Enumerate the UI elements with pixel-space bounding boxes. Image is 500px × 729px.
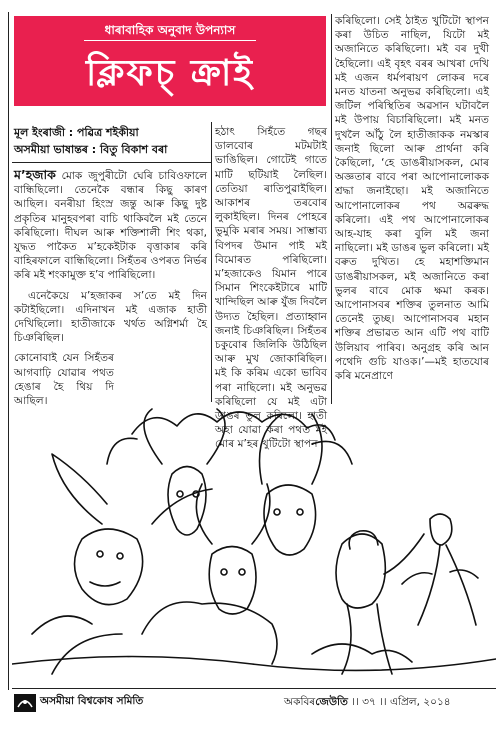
buffalo-herd-illustration <box>12 404 496 684</box>
column-3 <box>335 14 489 383</box>
paragraph: হঠাৎ সিহঁতে গছৰ ডালবোৰ মটমটাই ভাঙিছিল। গোটেই গাতে মাটি ছটিয়াই লৈছিল। তেতিয়া ৰাতিপুৱাইছিল। আকাশৰ তৰবোৰ লুকাইছিল। দিনৰ পোহৰে ভুমুকি মৰাৰ সময়। সাম্ভাব্য বিপদৰ উমান পাই মই বিমোৰত পৰিছিলো। ম’হজাকেও যিমান পাৰে সিমান শিংকেইটাৰে মাটি খান্দিছিল আৰু যুঁজ দিবলৈ উদ্যত হৈছিল। প্ৰত্যাহ্বান জনাই চিঞৰিছিল। সিহঁতৰ চকুবোৰ জিলিকি উঠিছিল আৰু মুখ জোকাৰিছিল। মই কি কৰিম একো ভাবিব পৰা নাছিলো। মই অনুভৱ কৰিছিলো যে মই এটা ডাঙৰ ভুল কৰিলো। হাতী অহা যোৱা কৰা পথত মই মোৰ ম’হৰ খুটিটো স্থাপন <box>215 126 327 451</box>
title-banner <box>14 16 326 106</box>
translator: অসমীয়া ভাষান্তৰ : বিতু বিকাশ বৰা <box>14 143 168 156</box>
novel-title: ক্লিফচ্ ক্ৰাই <box>85 53 255 94</box>
column-rule-2 <box>331 14 332 404</box>
kicker-underline <box>84 40 256 41</box>
column-rule-1 <box>211 122 212 402</box>
series-kicker: ধাৰাবাহিক অনুবাদ উপন্যাস <box>104 23 236 37</box>
paragraph: ম’হজাক মোক জুপুৰীটো ঘেৰি চাবিওফালে বান্ধিছিলো। তেনেকৈ বন্ধাৰ কিছু কাৰণ আছিল। বনৰীয়া হিংস্ৰ জন্তু আৰু কিছু দুষ্ট প্ৰকৃতিৰ মানুহবপৰা বাচি থাকিবলৈ মই তেনে কৰিছিলো। দীঘল আৰু শক্তিশালী শিং থকা, যুদ্ধত পাকৈত ম’হকেইটাক বৃত্তাকাৰ কৰি বাহিৰফালে বান্ধিছিলো। সিহঁতৰ ওপৰত নিৰ্ভৰ কৰি মই শংকামুক্ত হ’ব পাৰিছিলো। <box>14 167 207 282</box>
magazine-name: জেউতি <box>315 696 348 708</box>
paragraph: কোনোবাই যেন সিহঁতৰ আগবাঢ়ি যোৱাৰ পথত হেঙাৰ হৈ থিয় দি আছিল। <box>14 352 114 408</box>
page-folio <box>284 695 451 712</box>
page-number: ।। ৩৭ ।। <box>351 696 387 708</box>
footer-rule <box>12 688 496 689</box>
column-2 <box>215 125 327 452</box>
publisher-name: অসমীয়া বিশ্বকোষ সমিতি <box>40 695 144 707</box>
paragraph: এনেকৈয়ে ম’হজাকৰ স’তে মই দিন কটাইছিলো। এদিনাখন মই এজাক হাতী দেখিছিলো। হাতীজাকে খৰ্থত অগ্নিশৰ্মা হৈ চিঞৰিছিল। <box>14 289 207 345</box>
folio-prefix: অকবিৰ <box>284 696 316 708</box>
lead-word: ম’হজাক <box>14 167 56 182</box>
credits-rule <box>12 162 212 163</box>
credits <box>14 124 214 158</box>
paragraph: কৰিছিলো। সেই ঠাইত খুটিটো স্থাপন কৰা উচিত নাছিল, যিটো মই অজানিতে কৰিছিলো। মই বৰ দুখী হৈছিলো। এই বৃহৎ বৰৰ আখৰা দেখি মই এজন ধৰ্মপৰায়ণ লোকৰ দৰে মনত যাতনা অনুভৱ কৰিছিলো। এই জটিল পৰিস্থিতিৰ অৱসান ঘটাবলৈ মই উপায় বিচাৰিছিলো। মই মনত দুখলৈ আঁঠু লৈ হাতীজাকক নমস্কাৰ জনাই ছিলো আৰু প্ৰাৰ্থনা কৰি কৈছিলো, ‘হে ডাঙৰীয়াসকল, মোৰ অজ্ঞতাৰ বাবে পৰা আপোনালোকক শ্ৰদ্ধা জনাইছো। মই অজানিতে আপোনালোকৰ পথ অৱৰুদ্ধ কৰিলো। এই পথ আপোনালোকৰ আহ-যাহ কৰা বুলি মই জনা নাছিলো। মই ডাঙৰ ভুল কৰিলো। মই বৰুত দুখিত। হে মহাশক্তিমান ডাঙৰীয়াসকল, মই অজানিতে কৰা ভুলৰ বাবে মোক ক্ষমা কৰক। আপোনাসবৰ শক্তিৰ তুলনাত আমি তেনেই তুচ্ছ। আপোনাসবৰ মহান শক্তিৰ প্ৰভাৱত আন এটি পথ বাটি উলিয়াব পাৰিব। অনুগ্ৰহ কৰি আন পথেদি গুচি যাওক।’—মই হাতযোৰ কৰি মনেপ্ৰাণে <box>335 15 489 383</box>
issue-date: এপ্ৰিল, ২০১৪ <box>389 696 451 708</box>
original-author: মূল ইংৰাজী : পৱিত্ৰ শইকীয়া <box>14 126 139 139</box>
left-border <box>8 12 9 690</box>
publisher-logo-icon <box>14 694 36 712</box>
column-1 <box>14 168 207 408</box>
